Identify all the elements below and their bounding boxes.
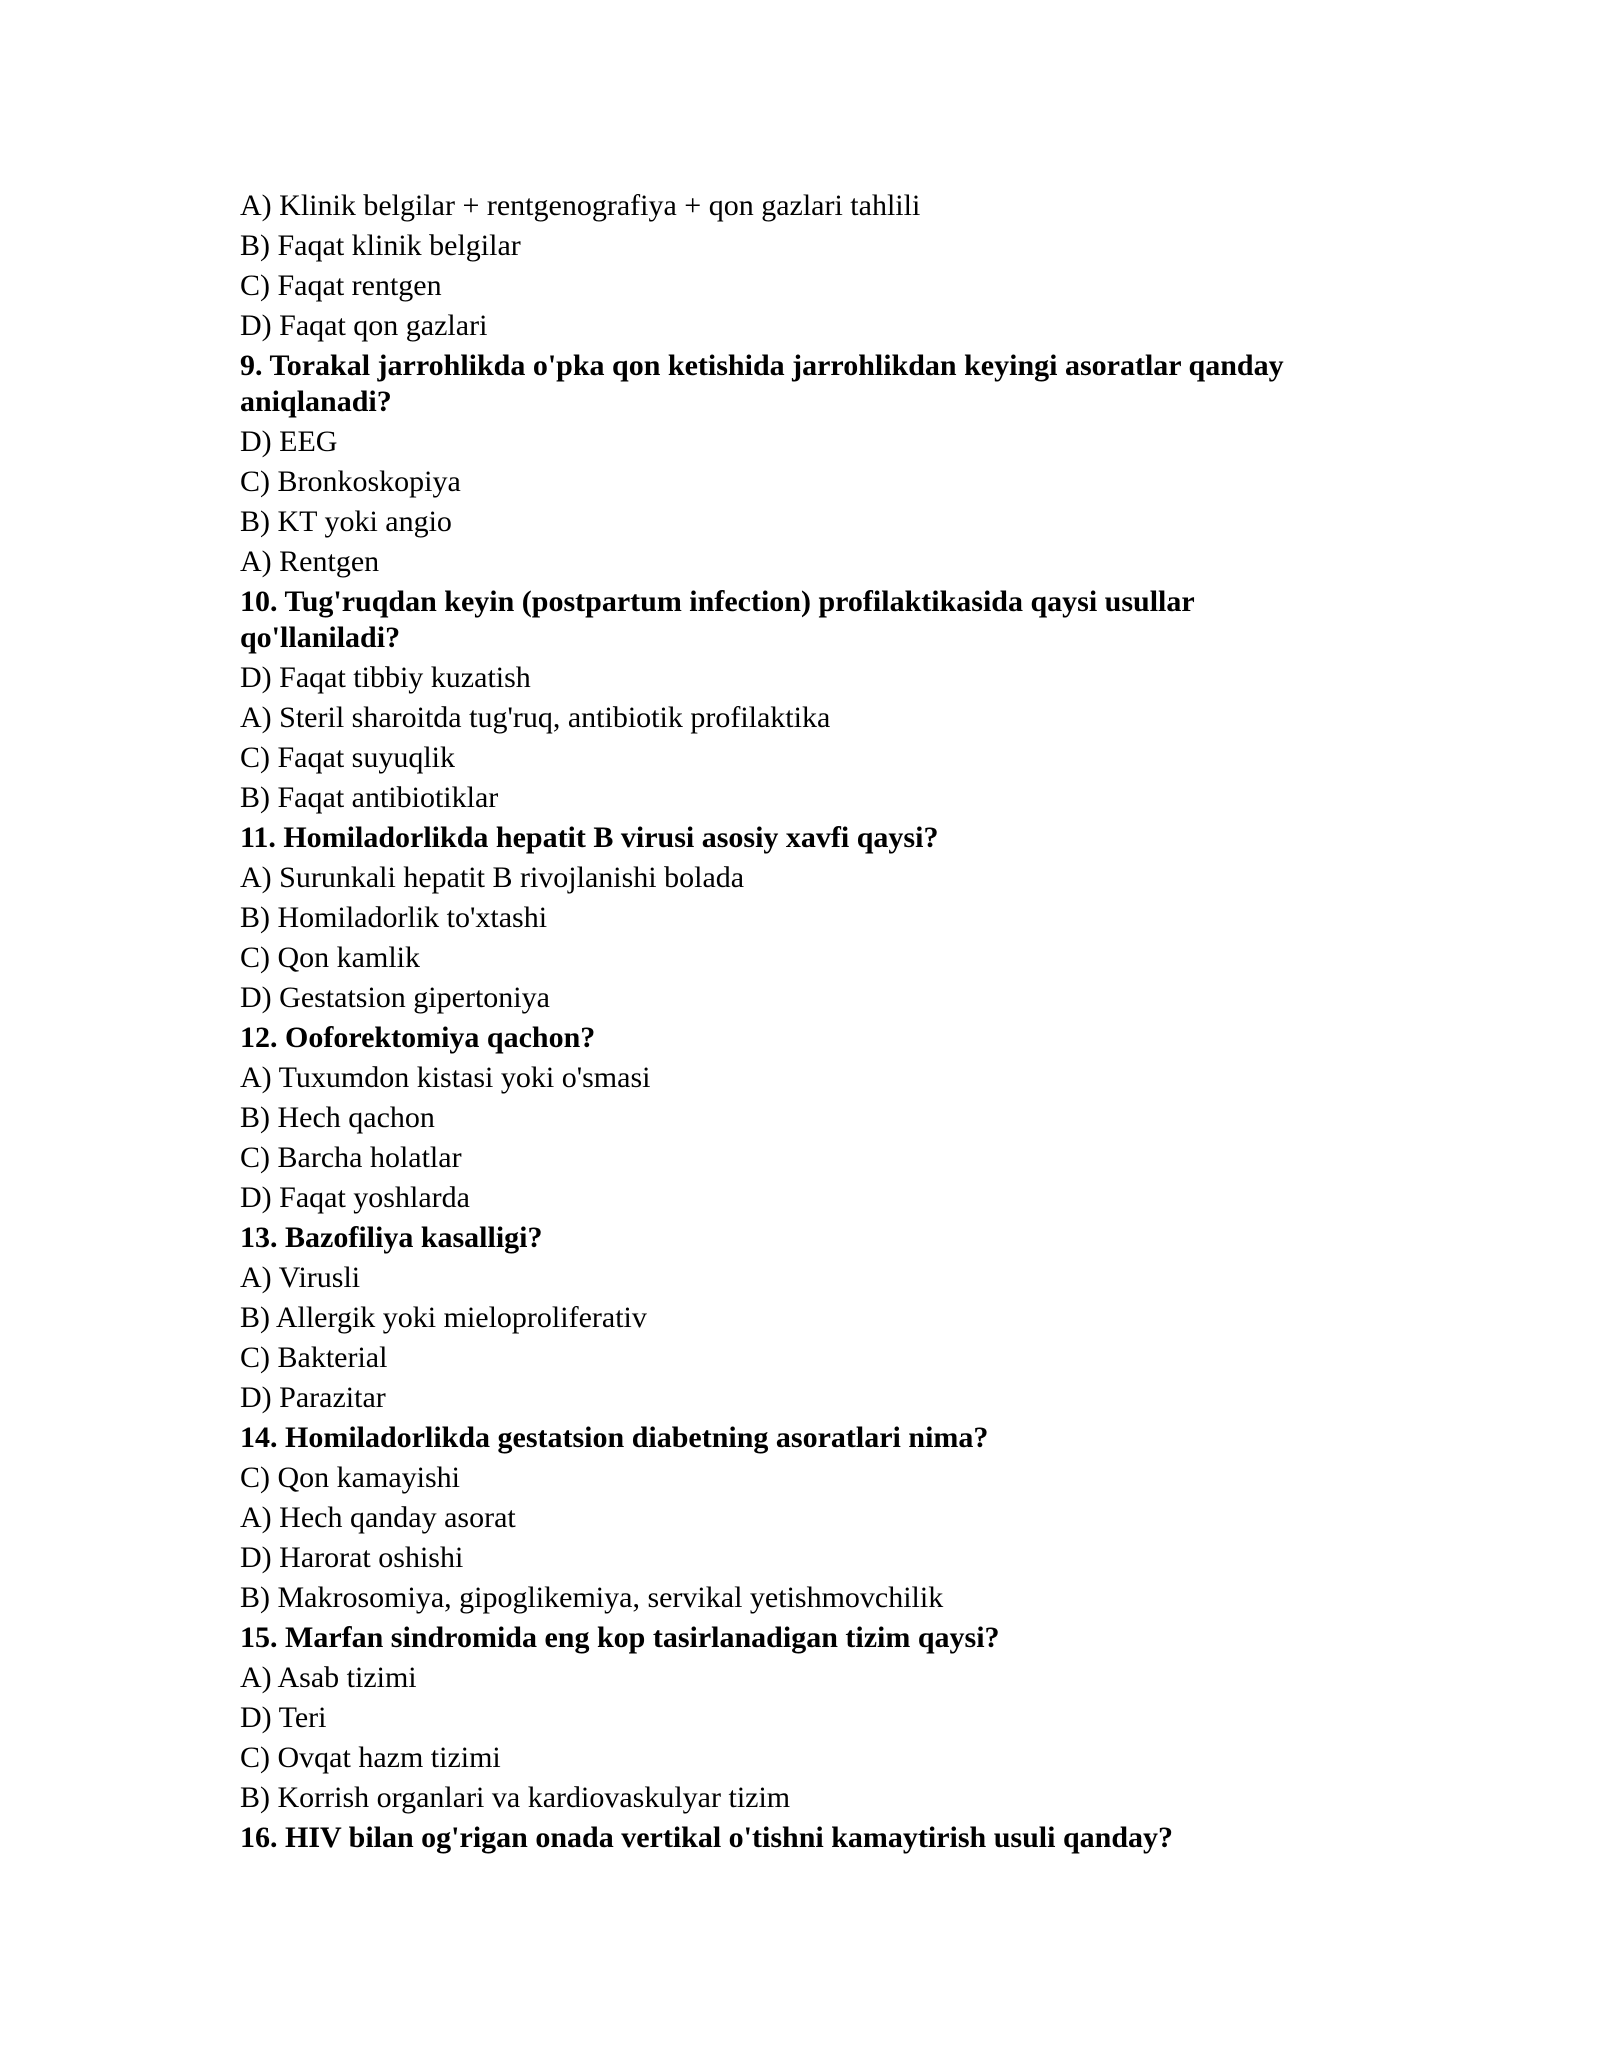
answer-option: D) Harorat oshishi: [240, 1541, 464, 1574]
answer-option: C) Qon kamayishi: [240, 1461, 460, 1494]
question-block-13: [240, 1218, 1360, 1418]
question-block-10: [240, 582, 1360, 818]
answer-option: C) Bronkoskopiya: [240, 465, 461, 498]
answer-option: D) Parazitar: [240, 1381, 386, 1414]
answer-option: C) Ovqat hazm tizimi: [240, 1741, 501, 1774]
question-text: 16. HIV bilan og'rigan onada vertikal o'tishni kamaytirish usuli qanday?: [240, 1821, 1174, 1854]
lead-options: [240, 186, 1360, 346]
question-text: 15. Marfan sindromida eng kop tasirlanadigan tizim qaysi?: [240, 1621, 1000, 1654]
answer-option: D) Faqat yoshlarda: [240, 1181, 470, 1214]
answer-option: A) Asab tizimi: [240, 1661, 417, 1694]
question-text: 10. Tug'ruqdan keyin (postpartum infection) profilaktikasida qaysi usullar qo'llaniladi?: [240, 585, 1195, 654]
answer-option: C) Faqat suyuqlik: [240, 741, 455, 774]
answer-option: D) Teri: [240, 1701, 327, 1734]
answer-option: B) Faqat antibiotiklar: [240, 781, 499, 814]
answer-option: A) Surunkali hepatit B rivojlanishi bolada: [240, 861, 745, 894]
question-text: 13. Bazofiliya kasalligi?: [240, 1221, 543, 1254]
answer-option: D) Faqat tibbiy kuzatish: [240, 661, 531, 694]
document-page: [240, 186, 1360, 1858]
answer-option: C) Qon kamlik: [240, 941, 420, 974]
answer-option: A) Klinik belgilar + rentgenografiya + qon gazlari tahlili: [240, 189, 921, 222]
question-block-16: [240, 1818, 1360, 1858]
question-block-15: [240, 1618, 1360, 1818]
answer-option: B) Faqat klinik belgilar: [240, 229, 521, 262]
answer-option: B) KT yoki angio: [240, 505, 452, 538]
question-block-9: [240, 346, 1360, 582]
question-text: 11. Homiladorlikda hepatit B virusi asosiy xavfi qaysi?: [240, 821, 939, 854]
question-block-11: [240, 818, 1360, 1018]
answer-option: B) Korrish organlari va kardiovaskulyar tizim: [240, 1781, 791, 1814]
answer-option: C) Barcha holatlar: [240, 1141, 462, 1174]
answer-option: D) Faqat qon gazlari: [240, 309, 488, 342]
question-text: 9. Torakal jarrohlikda o'pka qon ketishida jarrohlikdan keyingi asoratlar qanday aniqlanadi?: [240, 349, 1284, 418]
question-text: 12. Ooforektomiya qachon?: [240, 1021, 596, 1054]
answer-option: A) Virusli: [240, 1261, 361, 1294]
answer-option: C) Faqat rentgen: [240, 269, 442, 302]
question-text: 14. Homiladorlikda gestatsion diabetning asoratlari nima?: [240, 1421, 989, 1454]
answer-option: A) Steril sharoitda tug'ruq, antibiotik profilaktika: [240, 701, 831, 734]
answer-option: D) EEG: [240, 425, 338, 458]
answer-option: B) Makrosomiya, gipoglikemiya, servikal yetishmovchilik: [240, 1581, 944, 1614]
answer-option: B) Allergik yoki mieloproliferativ: [240, 1301, 647, 1334]
answer-option: D) Gestatsion gipertoniya: [240, 981, 550, 1014]
answer-option: A) Tuxumdon kistasi yoki o'smasi: [240, 1061, 651, 1094]
answer-option: A) Hech qanday asorat: [240, 1501, 516, 1534]
answer-option: A) Rentgen: [240, 545, 380, 578]
answer-option: B) Homiladorlik to'xtashi: [240, 901, 548, 934]
question-block-12: [240, 1018, 1360, 1218]
answer-option: B) Hech qachon: [240, 1101, 435, 1134]
question-block-14: [240, 1418, 1360, 1618]
answer-option: C) Bakterial: [240, 1341, 388, 1374]
